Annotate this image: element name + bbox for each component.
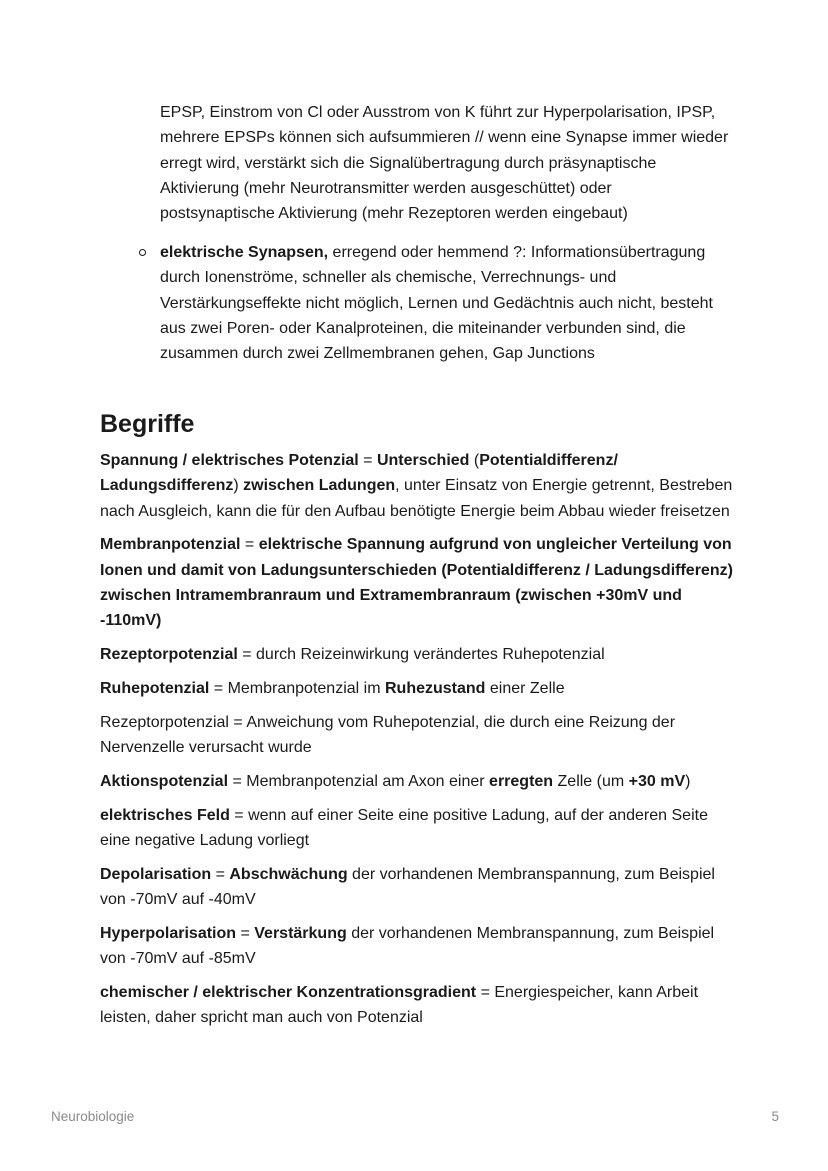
term-bold-text: +30 mV [628, 772, 686, 790]
term-bold-text: Ruhepotenzial [100, 679, 210, 697]
term-definition [100, 710, 740, 761]
term-text: ) [233, 477, 244, 495]
term-definition [100, 769, 740, 794]
term-definition [100, 642, 740, 667]
footer-title: Neurobiologie [51, 1109, 135, 1124]
term-bold-text: Potentialdifferenz/ Ladungsdifferenz [100, 452, 618, 495]
section-heading: Begriffe [100, 410, 195, 438]
term-definition [100, 862, 740, 913]
term-text: = wenn auf einer Seite eine positive Ladung, auf der anderen Seite eine negative Ladung vorliegt [100, 806, 708, 849]
term-text: = [236, 924, 255, 942]
page-number: 5 [771, 1109, 779, 1124]
term-text: = durch Reizeinwirkung verändertes Ruhepotenzial [237, 646, 605, 664]
term-bold-text: Aktionspotenzial [100, 772, 229, 790]
term-text: = [358, 452, 377, 469]
term-bold-text: Spannung / elektrisches Potenzial [100, 452, 359, 469]
term-text: ) [685, 772, 691, 790]
continuation-paragraph: EPSP, Einstrom von Cl oder Ausstrom von K führt zur Hyperpolarisation, IPSP, mehrere EPSPs können sich aufsummieren // wenn eine Synapse immer wieder erregt wird, verstärkt sich die Signalübertragung durch präsynaptische Aktivierung (mehr Neurotransmitter werden ausgeschüttet) oder postsynaptische Aktivierung (mehr Rezeptoren werden eingebaut) [160, 104, 729, 223]
term-bold-text: Verstärkung [254, 924, 347, 942]
term-bold-text: Hyperpolarisation [100, 924, 237, 942]
term-text: = [240, 536, 259, 554]
term-text: = [211, 865, 230, 883]
term-bold-text: zwischen Ladungen [243, 477, 396, 495]
term-bold-text: Membranpotenzial [100, 536, 241, 554]
term-bold-text: Unterschied [376, 452, 470, 469]
term-text: der vorhandenen Membranspannung, zum Beispiel von -70mV auf -40mV [100, 865, 715, 908]
term-text: = Membranpotenzial im [209, 679, 385, 697]
term-text: ( [469, 452, 480, 469]
hollow-bullet-icon [139, 249, 146, 256]
term-definition [100, 921, 740, 972]
term-bold-text: elektrische Spannung aufgrund von ungleicher Verteilung von Ionen und damit von Ladungsunterschieden (Potentialdifferenz / Ladungsdifferenz) zwischen Intramembranraum und Extramembranraum (zwischen +30mV und -110mV) [100, 536, 733, 630]
term-bold-text: elektrisches Feld [100, 806, 230, 824]
term-definition [100, 676, 740, 701]
term-list [100, 448, 740, 1039]
term-definition [100, 532, 740, 633]
term-bold-text: erregten [489, 772, 554, 790]
term-bold-text: chemischer / elektrischer Konzentrationsgradient [100, 983, 477, 1001]
term-bold-text: Ruhezustand [384, 679, 486, 697]
term-bold-text: Rezeptorpotenzial [100, 646, 238, 664]
term-text: Rezeptorpotenzial = Anweichung vom Ruhepotenzial, die durch eine Reizung der Nervenzelle verursacht wurde [100, 713, 676, 756]
term-definition [100, 448, 740, 524]
term-bold-text: Abschwächung [229, 865, 348, 883]
term-text: = Membranpotenzial am Axon einer [228, 772, 490, 790]
list-item-text [160, 240, 740, 366]
term-bold-text: Depolarisation [100, 865, 212, 883]
term-text: Zelle (um [553, 772, 629, 790]
term-text: = Energiespeicher, kann Arbeit leisten, daher spricht man auch von Potenzial [100, 983, 699, 1027]
list-item-term: elektrische Synapsen, [160, 244, 329, 261]
term-definition [100, 980, 740, 1031]
term-text: , unter Einsatz von Energie getrennt, Bestreben nach Ausgleich, kann die für den Aufbau benötigte Energie beim Abbau wieder freisetzen [100, 477, 733, 520]
term-text: einer Zelle [485, 679, 565, 697]
term-definition [100, 803, 740, 854]
term-text: der vorhandenen Membranspannung, zum Beispiel von -70mV auf -85mV [100, 924, 715, 968]
list-item-description: erregend oder hemmend ?: Informationsübertragung durch Ionenströme, schneller als chemische, Verrechnungs- und Verstärkungseffekte nicht möglich, Lernen und Gedächtnis auch nicht, besteht aus zwei Poren- oder Kanalproteinen, die miteinander verbunden sind, die zusammen durch zwei Zellmembranen gehen, Gap Junctions [160, 244, 713, 363]
